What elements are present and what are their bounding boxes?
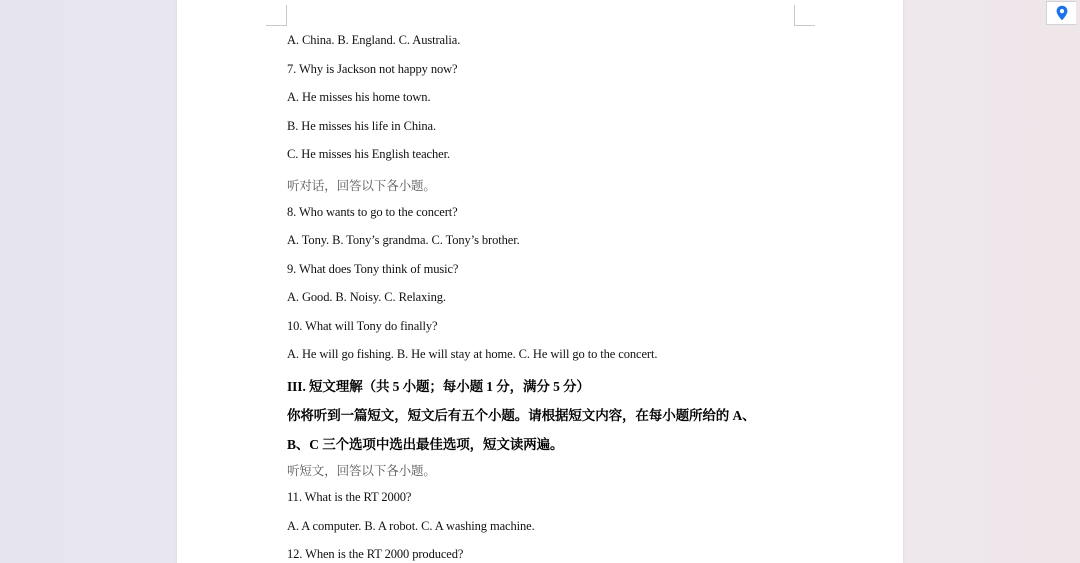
section-heading: III. 短文理解（共 5 小题；每小题 1 分，满分 5 分） — [287, 379, 590, 394]
answer-option-line: A. He misses his home town. — [287, 90, 431, 104]
answer-options-line: A. A computer. B. A robot. C. A washing machine. — [287, 519, 535, 533]
answer-options-line: A. He will go fishing. B. He will stay at home. C. He will go to the concert. — [287, 347, 658, 361]
answer-options-line: A. Good. B. Noisy. C. Relaxing. — [287, 290, 446, 304]
location-button[interactable] — [1046, 1, 1076, 25]
question-line: 7. Why is Jackson not happy now? — [287, 62, 458, 76]
question-line: 10. What will Tony do finally? — [287, 319, 438, 333]
question-line: 8. Who wants to go to the concert? — [287, 205, 458, 219]
map-pin-icon — [1055, 5, 1069, 21]
document-page — [177, 0, 903, 563]
section-directions: 你将听到一篇短文，短文后有五个小题。请根据短文内容，在每小题所给的 A、 — [287, 408, 756, 423]
question-line: 12. When is the RT 2000 produced? — [287, 547, 464, 561]
margin-corner-mark-right — [794, 5, 815, 26]
question-line: 11. What is the RT 2000? — [287, 490, 412, 504]
answer-options-line: A. China. B. England. C. Australia. — [287, 33, 461, 47]
section-instruction: 听短文，回答以下各小题。 — [287, 464, 436, 478]
answer-option-line: C. He misses his English teacher. — [287, 147, 450, 161]
margin-corner-mark-left — [266, 5, 287, 26]
question-line: 9. What does Tony think of music? — [287, 262, 459, 276]
section-instruction: 听对话，回答以下各小题。 — [287, 179, 436, 193]
section-directions: B、C 三个选项中选出最佳选项，短文读两遍。 — [287, 437, 564, 452]
answer-option-line: B. He misses his life in China. — [287, 119, 436, 133]
answer-options-line: A. Tony. B. Tony’s grandma. C. Tony’s brother. — [287, 233, 520, 247]
